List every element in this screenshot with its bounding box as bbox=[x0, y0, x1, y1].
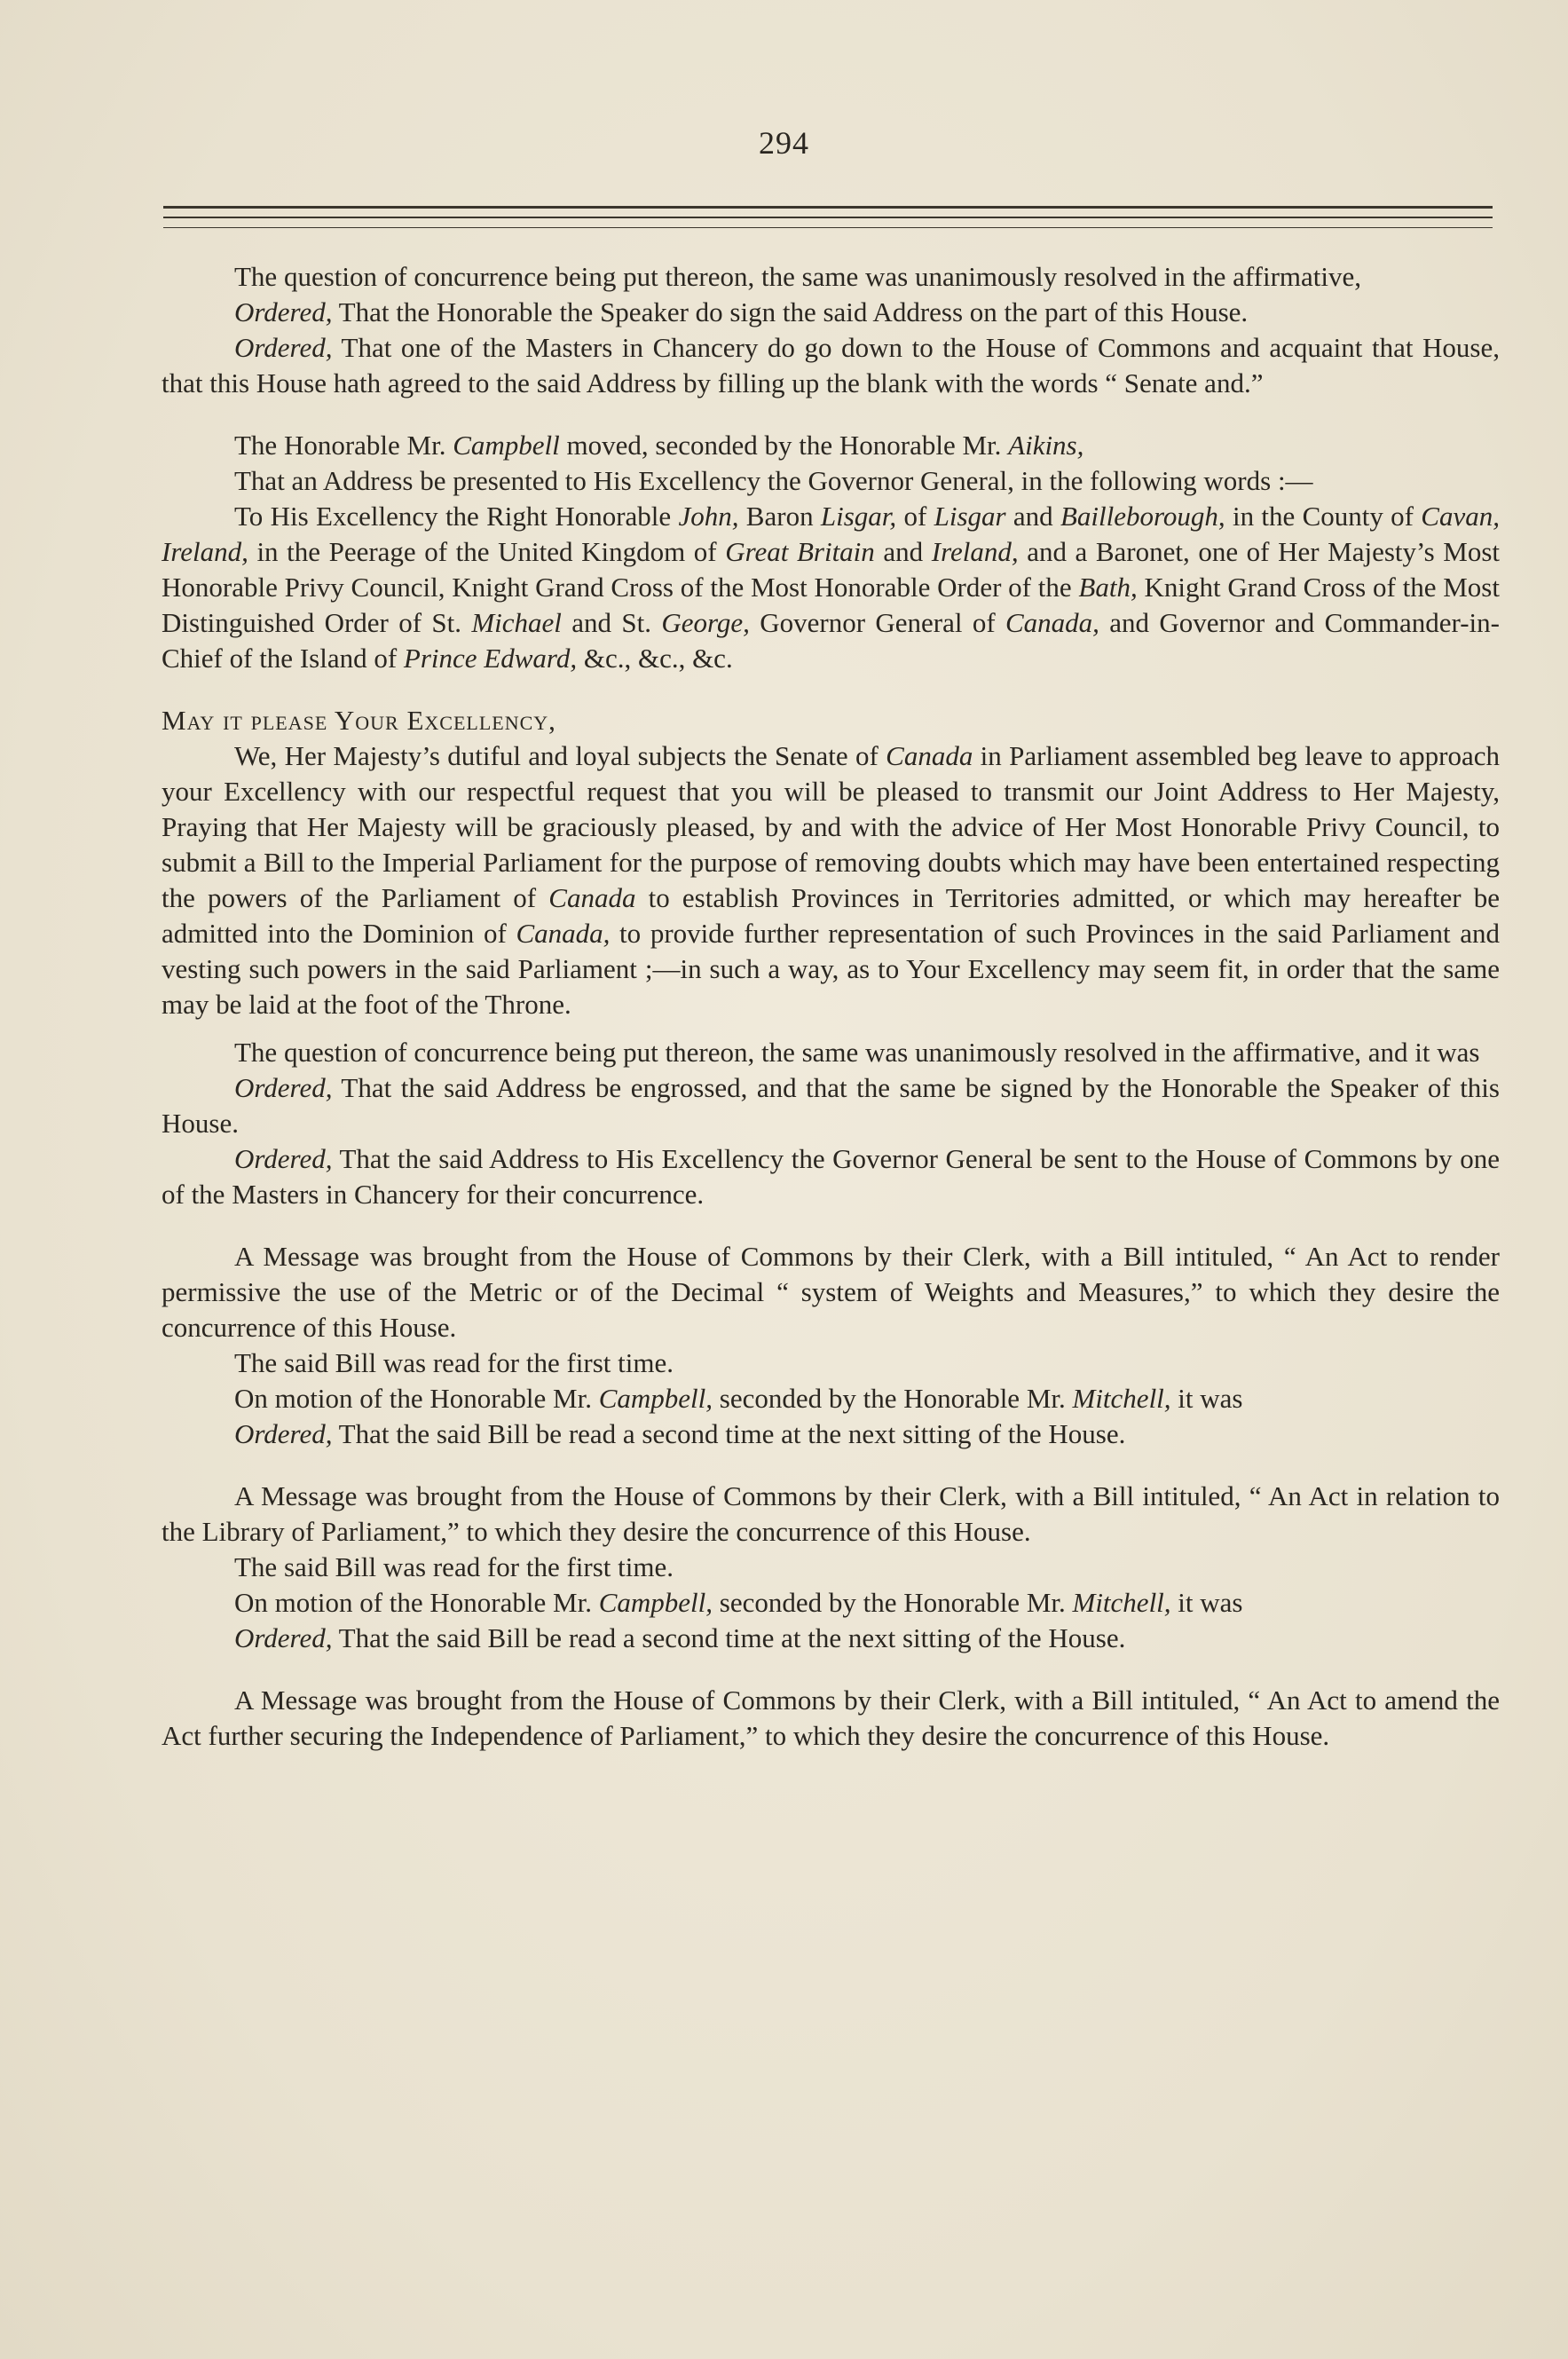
paragraph: Ordered, That one of the Masters in Chancery do go down to the House of Commons and acquaint that House, that this House hath agreed to the said Address by filling up the blank with the words “ Senate and.” bbox=[162, 332, 1500, 398]
paragraph: On motion of the Honorable Mr. Campbell, seconded by the Honorable Mr. Mitchell, it was bbox=[234, 1587, 1243, 1618]
paragraph: The question of concurrence being put thereon, the same was unanimously resolved in the affirmative, bbox=[234, 261, 1362, 292]
paragraph: We, Her Majesty’s dutiful and loyal subjects the Senate of Canada in Parliament assembled beg leave to approach your Excellency with our respectful request that you will be pleased to transmit our Joint Address to Her Majesty, Praying that Her Majesty will be graciously pleased, by and with the advice of Her Most Honorable Privy Council, to submit a Bill to the Imperial Parliament for the purpose of removing doubts which may have been entertained respecting the powers of the Parliament of Canada to establish Provinces in Territories admitted, or which may hereafter be admitted into the Dominion of Canada, to provide further representation of such Provinces in the said Parliament and vesting such powers in the said Parliament ;—in such a way, as to Your Excellency may seem fit, in order that the same may be laid at the foot of the Throne. bbox=[162, 740, 1500, 1020]
header-rule bbox=[163, 206, 1493, 209]
paragraph: A Message was brought from the House of Commons by their Clerk, with a Bill intituled, “ An Act to render permissive the use of the Metric or of the Decimal “ system of Weights and Measures,” to which they desire the concurrence of this House. bbox=[162, 1241, 1500, 1343]
paragraph: The said Bill was read for the first time. bbox=[234, 1347, 674, 1378]
journal-text bbox=[162, 259, 1500, 1754]
header-rule bbox=[163, 217, 1493, 218]
paragraph: The Honorable Mr. Campbell moved, seconded by the Honorable Mr. Aikins, bbox=[234, 430, 1084, 461]
paragraph: The said Bill was read for the first time. bbox=[234, 1551, 674, 1582]
address-salutation: May it please Your Excellency, bbox=[162, 705, 556, 736]
paragraph: A Message was brought from the House of Commons by their Clerk, with a Bill intituled, “ An Act to amend the Act further securing the Independence of Parliament,” to which they desire the concurrence of this House. bbox=[162, 1684, 1500, 1751]
paragraph: Ordered, That the Honorable the Speaker do sign the said Address on the part of this House. bbox=[234, 296, 1249, 327]
paragraph: Ordered, That the said Address to His Excellency the Governor General be sent to the House of Commons by one of the Masters in Chancery for their concurrence. bbox=[162, 1143, 1500, 1210]
paragraph: That an Address be presented to His Excellency the Governor General, in the following words :— bbox=[234, 465, 1313, 496]
header-rule bbox=[163, 227, 1493, 228]
paragraph: On motion of the Honorable Mr. Campbell, seconded by the Honorable Mr. Mitchell, it was bbox=[234, 1383, 1243, 1414]
paragraph: To His Excellency the Right Honorable John, Baron Lisgar, of Lisgar and Bailleborough, in the County of Cavan, Ireland, in the Peerage of the United Kingdom of Great Britain and Ireland, and a Baronet, one of Her Majesty’s Most Honorable Privy Council, Knight Grand Cross of the Most Honorable Order of the Bath, Knight Grand Cross of the Most Distinguished Order of St. Michael and St. George, Governor General of Canada, and Governor and Commander-in-Chief of the Island of Prince Edward, &c., &c., &c. bbox=[162, 501, 1501, 674]
page-number: 294 bbox=[759, 125, 809, 161]
paragraph: Ordered, That the said Bill be read a second time at the next sitting of the House. bbox=[234, 1418, 1126, 1449]
paragraph: Ordered, That the said Address be engrossed, and that the same be signed by the Honorable the Speaker of this House. bbox=[162, 1072, 1500, 1139]
paragraph: The question of concurrence being put thereon, the same was unanimously resolved in the affirmative, and it was bbox=[234, 1037, 1480, 1068]
paragraph: Ordered, That the said Bill be read a second time at the next sitting of the House. bbox=[234, 1622, 1126, 1653]
paragraph: A Message was brought from the House of Commons by their Clerk, with a Bill intituled, “ An Act in relation to the Library of Parliament,” to which they desire the concurrence of this House. bbox=[162, 1480, 1500, 1547]
